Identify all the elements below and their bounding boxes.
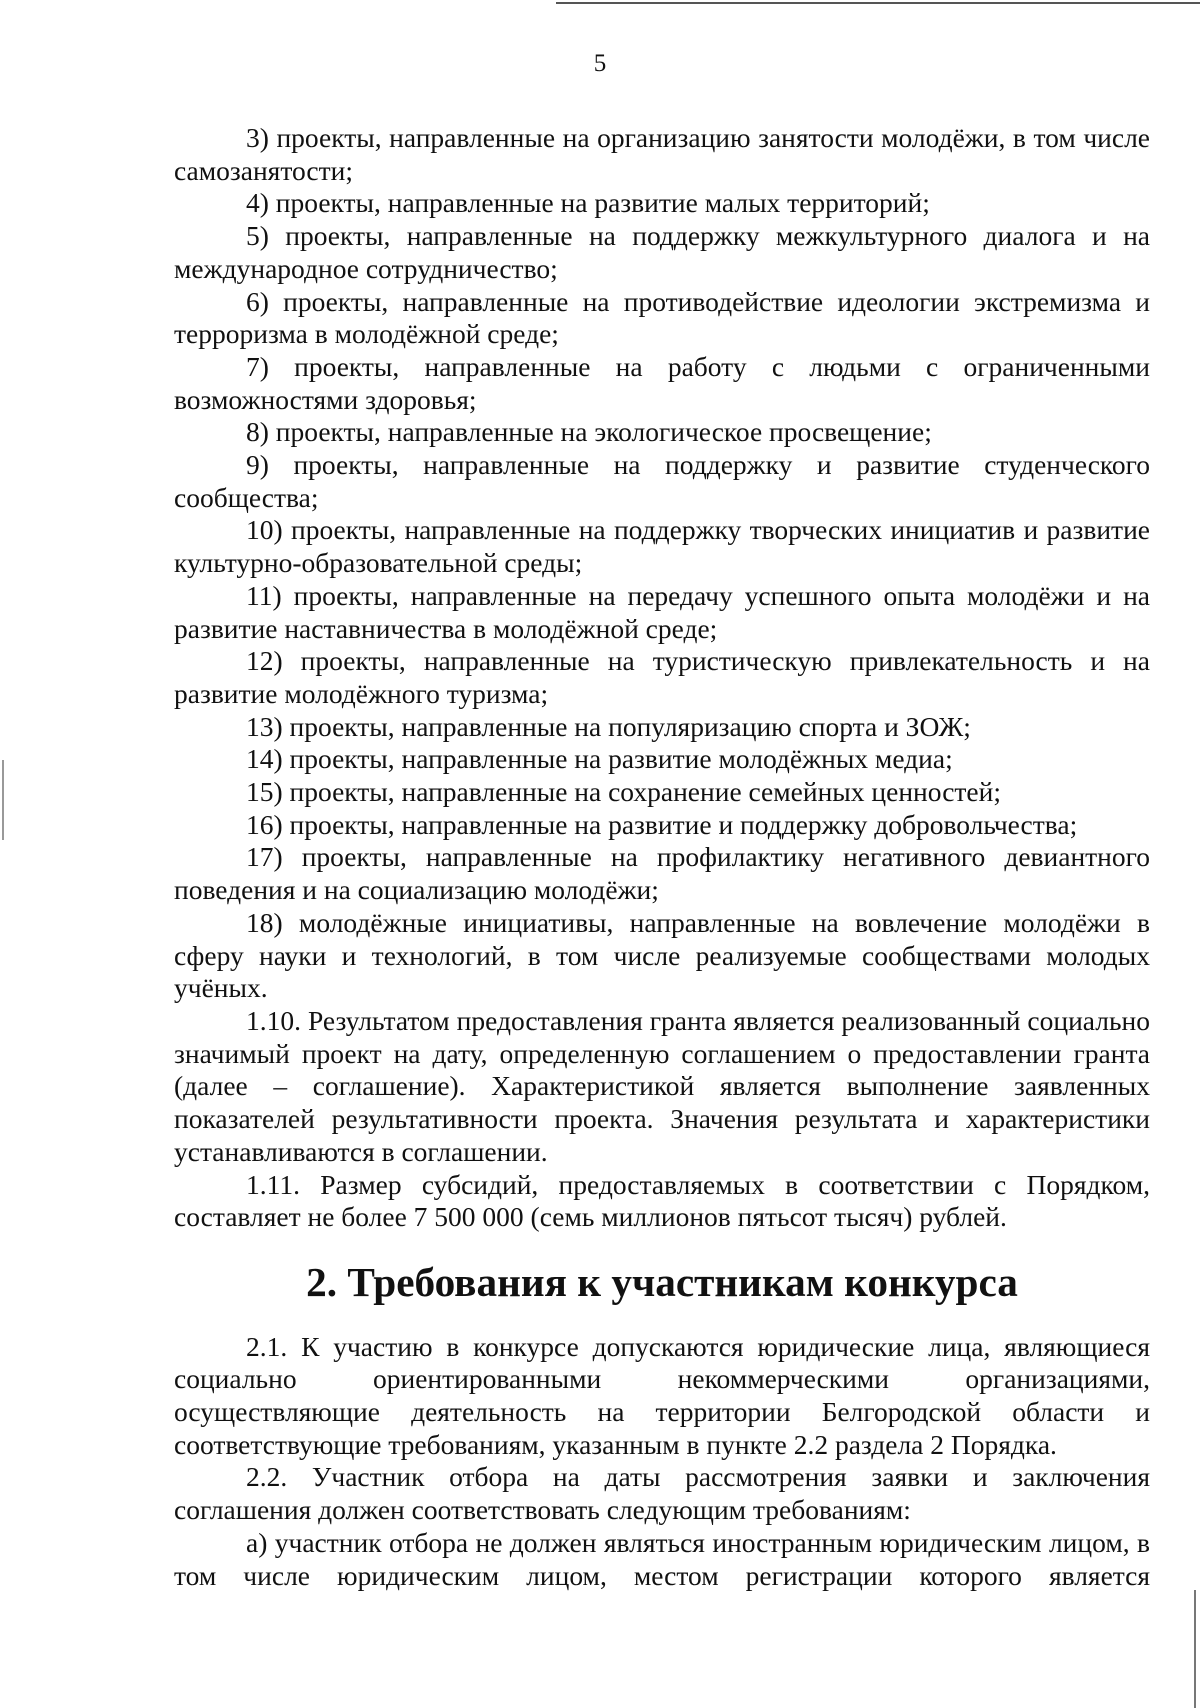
list-item: 18) молодёжные инициативы, направленные на вовлечение молодёжи в сферу науки и технологий, в том числе реализуемые сообществами молодых учёных.	[174, 906, 1150, 1004]
page-number: 5	[593, 50, 607, 77]
clause-2-2-item-a: а) участник отбора не должен являться иностранным юридическим лицом, в том числе юридическим лицом, местом регистрации которого является	[174, 1526, 1150, 1591]
list-item: 17) проекты, направленные на профилактику негативного девиантного поведения и на социализацию молодёжи;	[174, 841, 1150, 906]
list-item: 4) проекты, направленные на развитие малых территорий;	[246, 187, 930, 219]
list-item: 9) проекты, направленные на поддержку и развитие студенческого сообщества;	[174, 449, 1150, 513]
list-item: 11) проекты, направленные на передачу успешного опыта молодёжи и на развитие наставничества в молодёжной среде;	[174, 579, 1150, 644]
clause-2-2: 2.2. Участник отбора на даты рассмотрения заявки и заключения соглашения должен соответствовать следующим требованиям:	[174, 1461, 1150, 1526]
document-body	[174, 122, 1150, 1592]
clause-1-10: 1.10. Результатом предоставления гранта является реализованный социально значимый проект на дату, определенную соглашением о предоставлении гранта (далее – соглашение). Характеристикой является выполнение заявленных показателей результативности проекта. Значения результата и характеристики устанавливаются в соглашении.	[174, 1004, 1150, 1167]
list-item: 10) проекты, направленные на поддержку творческих инициатив и развитие культурно-образовательной среды;	[174, 514, 1150, 579]
list-item: 14) проекты, направленные на развитие молодёжных медиа;	[246, 743, 953, 775]
clause-2-1: 2.1. К участию в конкурсе допускаются юридические лица, являющиеся социально ориентированными некоммерческими организациями, осуществляющие деятельность на территории Белгородской области и соответствующие требованиям, указанным в пункте 2.2 раздела 2 Порядка.	[174, 1330, 1150, 1460]
list-item: 12) проекты, направленные на туристическую привлекательность и на развитие молодёжного туризма;	[174, 645, 1150, 709]
scan-edge-top	[556, 2, 1200, 4]
section-heading: 2. Требования к участникам конкурса	[306, 1258, 1018, 1305]
scan-edge-right	[1194, 1590, 1196, 1708]
list-item: 16) проекты, направленные на развитие и поддержку добровольчества;	[246, 808, 1078, 840]
list-item: 5) проекты, направленные на поддержку межкультурного диалога и на международное сотрудничество;	[174, 220, 1150, 284]
list-item: 6) проекты, направленные на противодействие идеологии экстремизма и терроризма в молодёжной среде;	[174, 285, 1150, 350]
list-item: 7) проекты, направленные на работу с людьми с ограниченными возможностями здоровья;	[174, 350, 1150, 415]
scan-edge-left	[2, 760, 4, 840]
list-item: 13) проекты, направленные на популяризацию спорта и ЗОЖ;	[246, 710, 971, 742]
list-item: 3) проекты, направленные на организацию занятости молодёжи, в том числе самозанятости;	[174, 122, 1150, 186]
list-item: 8) проекты, направленные на экологическое просвещение;	[246, 416, 932, 448]
clause-1-11: 1.11. Размер субсидий, предоставляемых в соответствии с Порядком, составляет не более 7 500 000 (семь миллионов пятьсот тысяч) рублей.	[174, 1168, 1150, 1233]
list-item: 15) проекты, направленные на сохранение семейных ценностей;	[246, 776, 1001, 808]
